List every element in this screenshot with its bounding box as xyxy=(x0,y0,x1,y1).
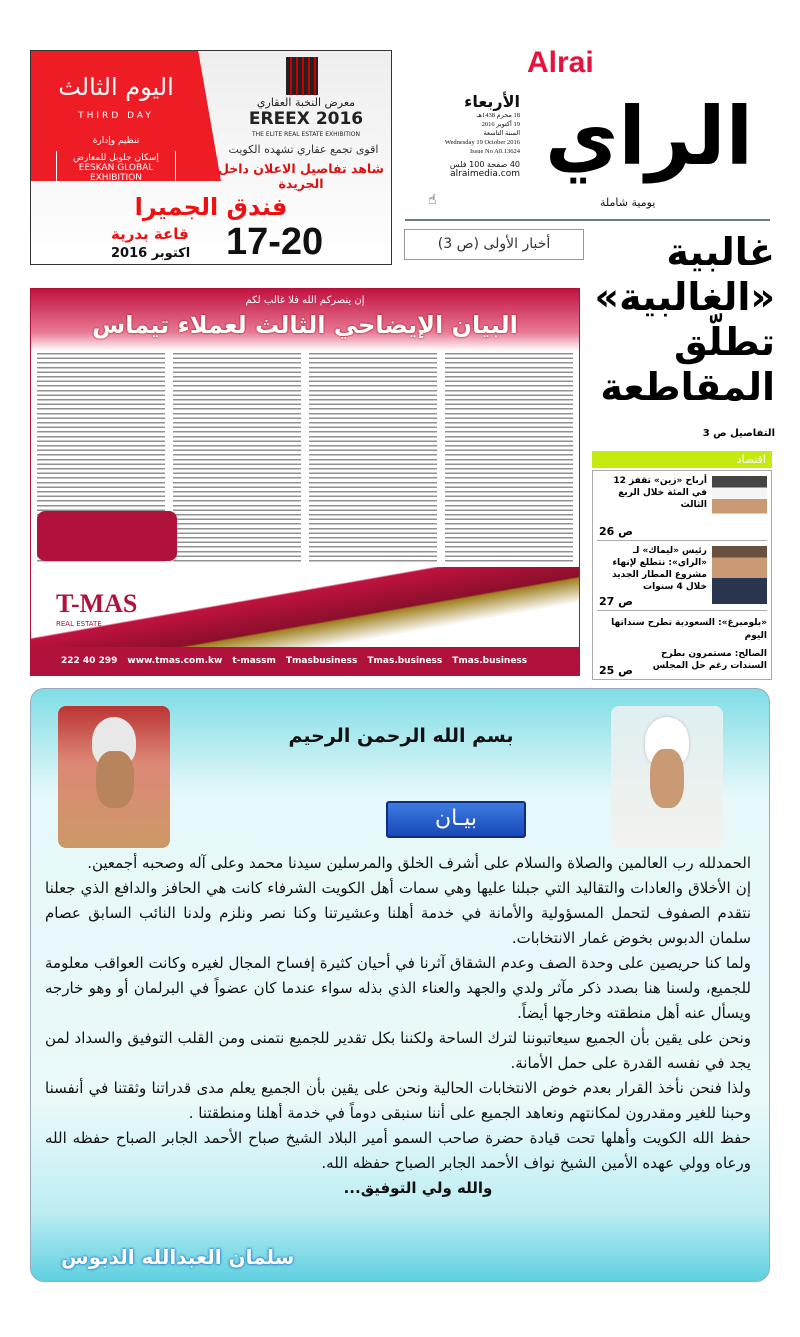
price: 40 صفحة 100 فلس xyxy=(449,160,520,169)
ad-exhibition-sub: THE ELITE REAL ESTATE EXHIBITION xyxy=(252,131,360,138)
statement-closing: والله ولي التوفيق... xyxy=(343,1179,493,1197)
statement-paragraph: ولذا فنحن نأخذ القرار بعدم خوض الانتخابات الحالية ونحن على يقين بأن الجميع يعلم مدى قدراتنا وثقتنا في أنفسنا وحبنا للغير ومقدرون لمكانتهم ونعاهد الجميع على أننا سنبقى دوماً في خدمة أهلنا ومنطقتنا . xyxy=(45,1079,751,1122)
statement-paragraph: ولما كنا حريصين على وحدة الصف وعدم الشقاق آثرنا في أحيان كثيرة إفساح المجال لغيره وكانت العواقب معلومة للجميع، ولسنا هنا بصدد ذكر مآثر ولدي والجهد والعناء الذي بذله سواء عندما كان عضواً في البرلمان أو وهو خارجه ويسأل عنه أهل منطقته وخارجها أيضاً. xyxy=(45,954,751,1022)
ad-month: اكتوبر 2016 xyxy=(111,246,191,261)
ad-organizer-label: تنظيم وإدارة xyxy=(92,136,140,146)
ereex-advertisement xyxy=(30,50,392,265)
instagram-handle: Tmas.business xyxy=(452,656,528,666)
statement-paragraph: حفظ الله الكويت وأهلها تحت قيادة حضرة صاحب السمو أمير البلاد الشيخ صباح الأحمد الجابر الصباح حفظه الله ورعاه وولي عهده الأمين الشيخ نواف الأحمد الجابر الصباح حفظه الله. xyxy=(45,1129,751,1172)
basmala: بسم الله الرحمن الرحيم xyxy=(288,725,514,747)
facebook-handle: Tmas.business xyxy=(367,656,443,666)
ad-line1: اقوى تجمع عقاري تشهده الكويت xyxy=(228,143,379,156)
economy-section-header[interactable]: اقتصاد xyxy=(592,451,772,468)
website-link[interactable]: www.tmas.com.kw xyxy=(127,656,223,666)
ad-organizer: إسكان جلوبل للمعارض EESKAN GLOBAL EXHIBITION xyxy=(56,151,176,185)
tmas-title: البيان الإيضاحي الثالث لعملاء تيماس xyxy=(92,311,518,339)
ad-exhibition-en: EREEX 2016 xyxy=(248,109,364,129)
year: السنة التاسعة xyxy=(483,130,520,137)
ad-exhibition-ar: معرض النخبة العقاري xyxy=(256,96,356,109)
headline-line: «الغالبية» xyxy=(594,275,775,319)
masthead-divider xyxy=(405,219,770,221)
headline-line: المقاطعة xyxy=(600,365,775,409)
text-column xyxy=(309,353,437,563)
ad-hall: قاعة بدرية xyxy=(111,225,189,243)
headline-line: تطلّق xyxy=(673,320,775,364)
date-en: Wednesday 19 October 2016 xyxy=(444,139,520,146)
ad-hotel: فندق الجميرا xyxy=(134,193,288,221)
portrait-photo-right xyxy=(611,706,723,848)
statement-body xyxy=(45,851,751,1201)
statement-paragraph: الحمدلله رب العالمين والصلاة والسلام على أشرف الخلق والمرسلين سيدنا محمد وعلى آله وصحبه أجمعين. xyxy=(87,854,751,872)
economy-item-title: الصالح: مستمرون بطرح السندات رغم حل المجلس xyxy=(652,649,767,671)
brand-en: Alrai xyxy=(527,46,594,79)
portrait-photo-left xyxy=(58,706,170,848)
ad-dates: 17-20 xyxy=(226,221,324,263)
date-block xyxy=(420,92,520,179)
hijri-date: 18 محرم 1438هـ xyxy=(476,112,520,119)
economy-item-title: رئيس «ليماك» لـ «الراي»: نتطلع لإنهاء مشروع المطار الجديد خلال 4 سنوات xyxy=(612,546,707,592)
snapchat-handle: t-massm xyxy=(232,656,276,666)
economy-photo xyxy=(712,546,767,604)
statement-badge: بيـان xyxy=(386,801,526,838)
text-column xyxy=(173,353,301,563)
ad-day-en: THIRD DAY xyxy=(78,111,154,121)
statement-paragraph: ونحن على يقين بأن الجميع سيعاتبوننا لترك الساحة ولكننا بكل تقدير للجميع نتمنى ومن القلب التوفيق والسداد لمن يجد في نفسه القدرة على حمل الأمانة. xyxy=(45,1029,751,1072)
tmas-advertisement xyxy=(30,288,580,676)
hand-pointer-icon: ☝ xyxy=(428,192,437,208)
economy-item[interactable] xyxy=(597,645,767,679)
economy-item-page: ص 25 xyxy=(599,664,633,677)
brand-logo-ar: الراي xyxy=(545,90,753,183)
headline-line: غالبية xyxy=(666,230,775,274)
economy-box xyxy=(592,470,772,680)
statement-paragraph: إن الأخلاق والعادات والتقاليد التي جبلنا عليها وهي سمات أهل الكويت الشرفاء كانت هي الحافز والدافع الذي جعلنا نتقدم الصفوف لتحمل المسؤولية والأمانة في خدمة أهلنا وعشيرتنا وكنا نصر ونلزم ولدنا النائب السابق عصام سلمان الدبوس بخوض غمار الانتخابات. xyxy=(45,879,751,947)
issue-number: Issue No A0.13624 xyxy=(469,148,520,155)
building-icon xyxy=(286,57,318,95)
tmas-footer xyxy=(31,647,579,675)
economy-item[interactable] xyxy=(597,471,767,541)
tmas-verse: إن ينصركم الله فلا غالب لكم xyxy=(245,295,365,306)
ad-day-ar: اليوم الثالث xyxy=(58,73,174,101)
economy-item-title: أرباح «زين» تقفز 12 في المئة خلال الربع الثالث xyxy=(613,476,707,510)
economy-line[interactable]: «بلومبرغ»: السعودية تطرح سنداتها اليوم xyxy=(611,618,767,641)
tagline: يومية شاملة xyxy=(600,196,656,209)
main-headline xyxy=(590,230,775,410)
tmas-logo-sub: REAL ESTATE xyxy=(56,620,102,628)
economy-item-page: ص 26 xyxy=(599,525,633,538)
economy-item-page: ص 27 xyxy=(599,595,633,608)
twitter-handle: Tmasbusiness xyxy=(285,656,358,666)
text-column xyxy=(445,353,573,563)
ad-line2: شاهد تفاصيل الاعلان داخل الجريدة xyxy=(218,161,384,191)
website-link[interactable]: alraimedia.com xyxy=(450,169,520,179)
tmas-note-box xyxy=(37,511,177,561)
economy-photo xyxy=(712,476,767,534)
headline-details[interactable]: التفاصيل ص 3 xyxy=(702,428,775,439)
tmas-logo: T-MAS xyxy=(56,589,138,618)
gregorian-date: 19 أكتوبر 2016 xyxy=(481,121,520,128)
phone-number: 222 40 299 xyxy=(61,656,118,666)
economy-item[interactable] xyxy=(597,541,767,611)
weekday: الأربعاء xyxy=(464,92,520,111)
statement-advertisement xyxy=(30,688,770,1282)
signature: سلمان العبدالله الدبوس xyxy=(61,1245,295,1269)
front-news-box[interactable]: أخبار الأولى (ص 3) xyxy=(404,229,584,260)
